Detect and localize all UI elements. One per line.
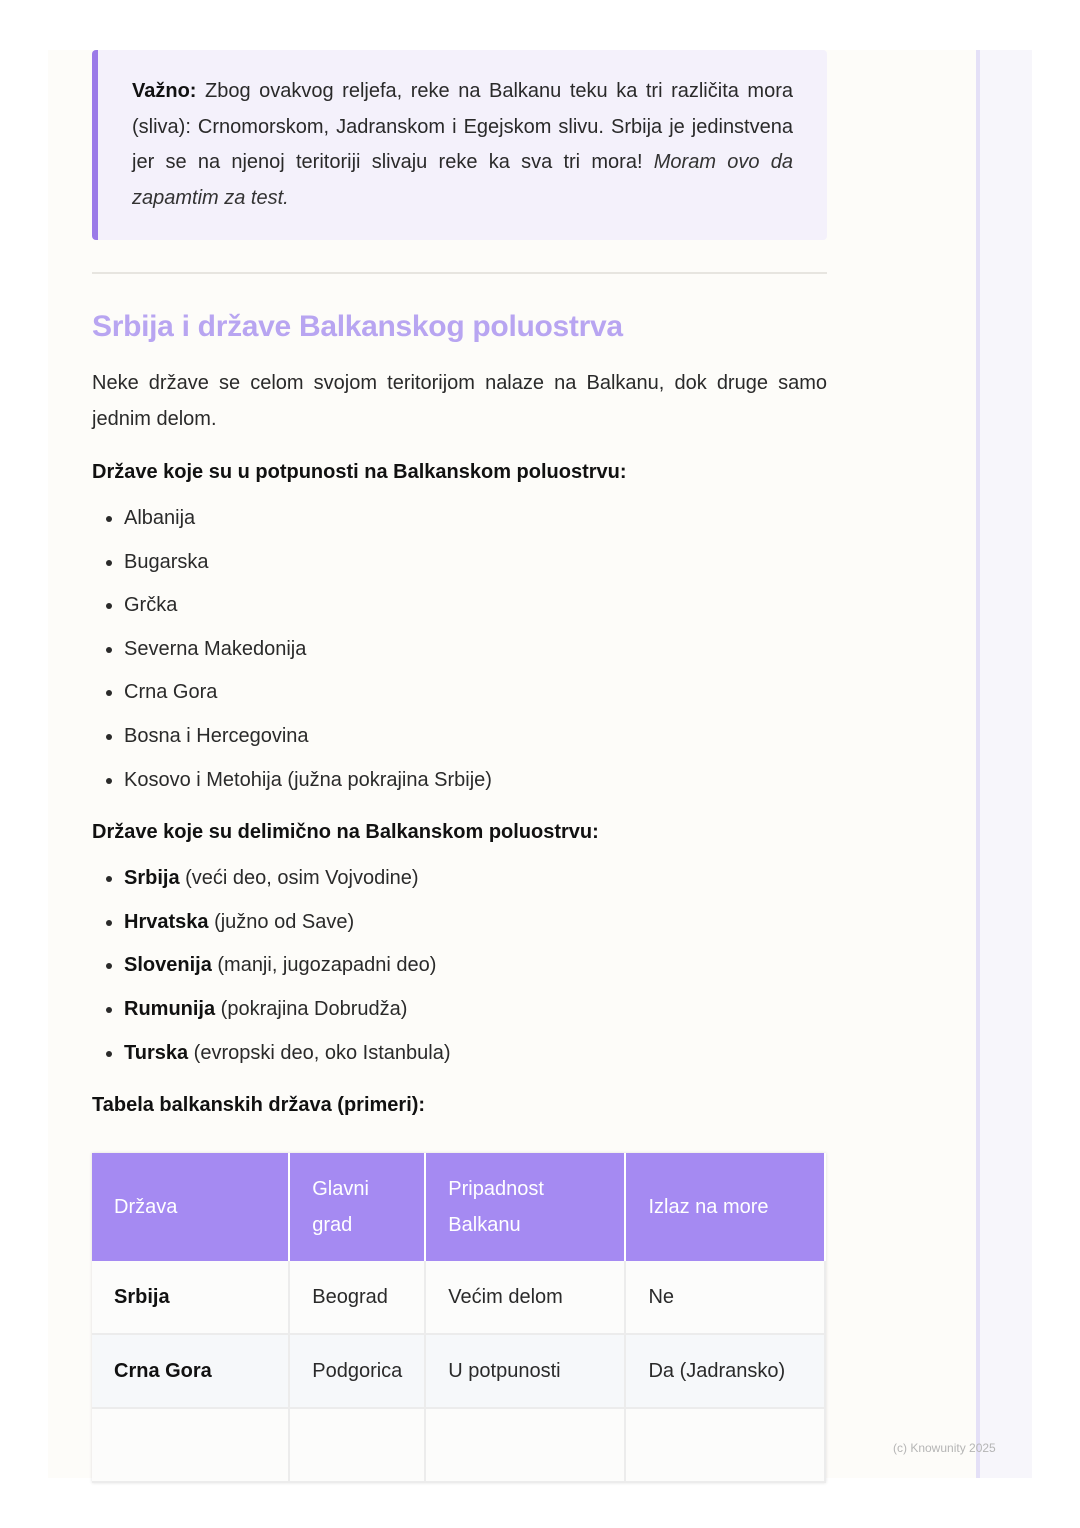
country-name: Turska [124, 1041, 189, 1064]
table-cell: Srbija [92, 1261, 289, 1334]
table-cell: Većim delom [425, 1261, 625, 1334]
full-countries-list [92, 506, 827, 811]
list-item: • Severna Makedonija [124, 637, 827, 681]
callout-text: Zbog ovakvog reljefa, reke na Balkanu teku ka tri različita mora (sliva): Crnomorskom, Jadranskom i Egejskom slivu. Srbija je jedinstvena jer se na njenoj teritoriji slivaju reke ka sva tri mora! [132, 80, 793, 173]
intro-paragraph: Neke države se celom svojom teritorijom nalaze na Balkanu, dok druge samo jednim delom. [92, 372, 827, 430]
list-item: • Kosovo i Metohija (južna pokrajina Srbije) [124, 768, 827, 812]
table-row [92, 1408, 825, 1482]
balkan-states-table [92, 1153, 826, 1483]
country-detail: (pokrajina Dobrudža) [215, 997, 408, 1020]
table-cell: Ne [625, 1261, 825, 1334]
table-cell [92, 1408, 289, 1482]
table-cell: Crna Gora [92, 1334, 289, 1408]
list-item [124, 997, 827, 1041]
table-cell: U potpunosti [425, 1334, 625, 1408]
table-row [92, 1261, 825, 1334]
list-item [124, 1041, 827, 1085]
list-item [124, 953, 827, 997]
country-detail: (veći deo, osim Vojvodine) [179, 867, 419, 890]
country-name: Hrvatska [124, 910, 209, 933]
table-cell [625, 1408, 825, 1482]
country-name: Rumunija [124, 997, 216, 1020]
list-item: • Albanija [124, 506, 827, 550]
table-cell [289, 1408, 425, 1482]
table-cell: Podgorica [289, 1334, 425, 1408]
table-heading: Tabela balkanskih država (primeri): [92, 1094, 426, 1117]
table-cell [425, 1408, 625, 1482]
column-header: Glavni grad [289, 1153, 425, 1261]
country-name: Slovenija [124, 954, 212, 977]
table-row [92, 1334, 825, 1408]
list-item [124, 866, 827, 910]
copyright-footer: (c) Knowunity 2025 [893, 1441, 996, 1455]
partial-countries-list [92, 866, 827, 1084]
section-divider [92, 272, 827, 274]
list-item: • Bugarska [124, 550, 827, 594]
right-margin-rail [976, 50, 1032, 1478]
document-content [92, 50, 827, 1483]
full-countries-heading: Države koje su u potpunosti na Balkanskom poluostrvu: [92, 461, 627, 483]
table-cell: Beograd [289, 1261, 425, 1334]
important-callout [92, 50, 827, 240]
table-header-row [92, 1153, 825, 1261]
country-detail: (evropski deo, oko Istanbula) [188, 1041, 451, 1064]
country-detail: (južno od Save) [208, 910, 355, 933]
column-header: Pripadnost Balkanu [425, 1153, 625, 1261]
callout-label: Važno: [132, 80, 197, 102]
list-item: • Crna Gora [124, 680, 827, 724]
callout-note: Moram ovo da zapamtim za test. [132, 151, 793, 209]
list-item [124, 910, 827, 954]
list-item: • Bosna i Hercegovina [124, 724, 827, 768]
section-title: Srbija i države Balkanskog poluostrva [92, 310, 623, 343]
list-item: • Grčka [124, 593, 827, 637]
column-header: Izlaz na more [625, 1153, 825, 1261]
column-header: Država [92, 1153, 289, 1261]
partial-countries-heading: Države koje su delimično na Balkanskom poluostrvu: [92, 821, 599, 844]
country-name: Srbija [124, 867, 180, 890]
country-detail: (manji, jugozapadni deo) [211, 954, 437, 977]
table-cell: Da (Jadransko) [625, 1334, 825, 1408]
